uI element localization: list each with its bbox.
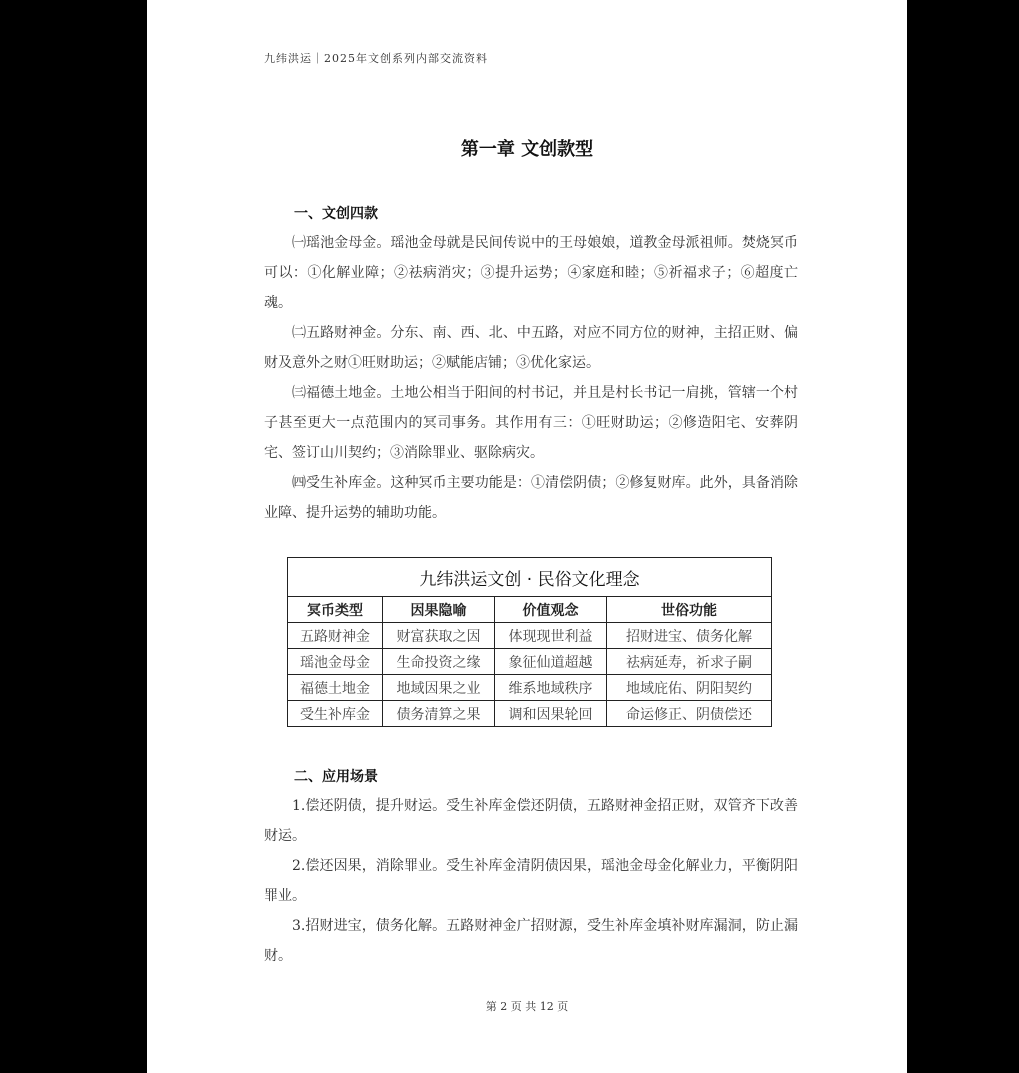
table-cell: 象征仙道超越	[495, 649, 607, 675]
table-header-type: 冥币类型	[288, 597, 383, 623]
table-row	[288, 649, 772, 675]
table-cell: 命运修正、阴债偿还	[607, 701, 772, 727]
paragraph-shousheng: ㈣受生补库金。这种冥币主要功能是：①清偿阴债；②修复财库。此外，具备消除业障、提升运势的辅助功能。	[264, 475, 798, 521]
table-cell: 五路财神金	[288, 623, 383, 649]
section-1-body	[264, 228, 798, 528]
table-cell: 地域因果之业	[383, 675, 495, 701]
section-heading-1: 一、文创四款	[294, 206, 378, 222]
document-page	[147, 0, 907, 1073]
table-cell: 地域庇佑、阴阳契约	[607, 675, 772, 701]
scenario-paragraph-2: 2.偿还因果，消除罪业。受生补库金清阴债因果，瑶池金母金化解业力，平衡阴阳罪业。	[264, 858, 798, 904]
table-cell: 财富获取之因	[383, 623, 495, 649]
scenario-paragraph-1: 1.偿还阴债，提升财运。受生补库金偿还阴债，五路财神金招正财，双管齐下改善财运。	[264, 798, 798, 844]
page-number-footer: 第 2 页 共 12 页	[485, 1000, 569, 1013]
table-cell: 祛病延寿，祈求子嗣	[607, 649, 772, 675]
table-header-value: 价值观念	[495, 597, 607, 623]
table-header-karma: 因果隐喻	[383, 597, 495, 623]
paragraph-yaochi: ㈠瑶池金母金。瑶池金母就是民间传说中的王母娘娘，道教金母派祖师。焚烧冥币可以：①化解业障；②祛病消灾；③提升运势；④家庭和睦；⑤祈福求子；⑥超度亡魂。	[264, 235, 798, 311]
paragraph-fude: ㈢福德土地金。土地公相当于阳间的村书记，并且是村长书记一肩挑，管辖一个村子甚至更大一点范围内的冥司事务。其作用有三：①旺财助运；②修造阳宅、安葬阴宅、签订山川契约；③消除罪业、驱除病灾。	[264, 385, 798, 461]
culture-table	[287, 557, 772, 727]
table-cell: 调和因果轮回	[495, 701, 607, 727]
chapter-title: 第一章 文创款型	[460, 139, 594, 160]
section-2-body	[264, 791, 798, 971]
table-header-function: 世俗功能	[607, 597, 772, 623]
table-cell: 维系地域秩序	[495, 675, 607, 701]
table-cell: 福德土地金	[288, 675, 383, 701]
table-cell: 受生补库金	[288, 701, 383, 727]
table-caption: 九纬洪运文创 · 民俗文化理念	[288, 558, 772, 597]
section-heading-2: 二、应用场景	[294, 769, 378, 785]
table-cell: 生命投资之缘	[383, 649, 495, 675]
table-cell: 债务清算之果	[383, 701, 495, 727]
running-header: 九纬洪运｜2025年文创系列内部交流资料	[264, 52, 488, 65]
table-cell: 体现现世利益	[495, 623, 607, 649]
paragraph-wulu: ㈡五路财神金。分东、南、西、北、中五路，对应不同方位的财神，主招正财、偏财及意外之财①旺财助运；②赋能店铺；③优化家运。	[264, 325, 798, 371]
table-cell: 招财进宝、债务化解	[607, 623, 772, 649]
table-row	[288, 623, 772, 649]
table-row	[288, 675, 772, 701]
table-row	[288, 701, 772, 727]
scenario-paragraph-3: 3.招财进宝，债务化解。五路财神金广招财源，受生补库金填补财库漏洞，防止漏财。	[264, 918, 798, 964]
table-cell: 瑶池金母金	[288, 649, 383, 675]
